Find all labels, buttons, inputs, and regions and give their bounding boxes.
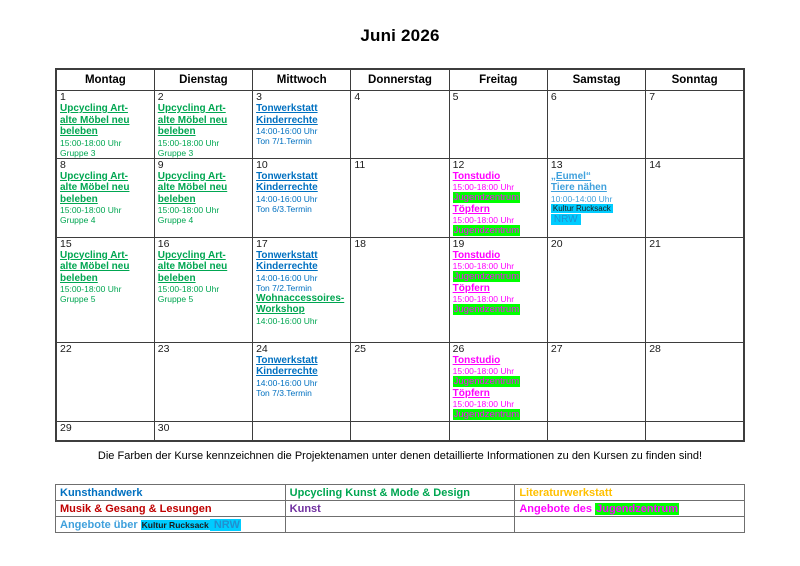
day-number: 22 xyxy=(60,342,72,355)
event-line-text: Jugendzentrum xyxy=(453,225,520,236)
event-line xyxy=(256,378,348,388)
day-number: 4 xyxy=(354,91,361,103)
event-line xyxy=(453,355,545,367)
event-line-text: Töpfern xyxy=(452,282,490,294)
event-line-text: beleben xyxy=(157,126,196,137)
event-line-text: Kultur Rucksack xyxy=(552,203,611,213)
day-number: 15 xyxy=(60,237,72,250)
event-line xyxy=(256,115,348,127)
legend-row xyxy=(56,485,745,501)
event-line xyxy=(256,304,348,316)
day-cell xyxy=(351,158,449,237)
day-number: 10 xyxy=(256,158,268,171)
event-upcycling xyxy=(60,103,152,158)
event-line xyxy=(453,409,545,421)
legend-text: Angebote des xyxy=(519,502,596,515)
event-line-text: Upcycling Art- xyxy=(60,170,128,182)
event-line-text: Töpfern xyxy=(452,387,490,399)
event-line xyxy=(60,194,152,206)
event-line xyxy=(551,171,643,183)
event-line xyxy=(453,388,545,400)
event-line-text: Upcycling Art- xyxy=(157,170,226,182)
event-tonstudio xyxy=(453,250,545,283)
legend-row xyxy=(56,501,745,517)
day-cell xyxy=(56,91,154,159)
event-line xyxy=(551,194,643,204)
event-line-text: Wohnaccessoires- xyxy=(256,292,345,304)
weekday-dienstag: Dienstag xyxy=(154,69,252,91)
event-line-text: Workshop xyxy=(256,304,305,315)
day-number: 18 xyxy=(354,237,367,250)
event-line-text: Upcycling Art- xyxy=(157,249,226,261)
event-tonwerkstatt xyxy=(256,355,348,398)
day-number: 26 xyxy=(452,342,465,355)
event-line-text: Gruppe 5 xyxy=(60,294,96,304)
event-line-text: Gruppe 3 xyxy=(60,147,96,158)
event-tonwerkstatt xyxy=(256,250,348,293)
day-number: 17 xyxy=(256,237,268,250)
event-line xyxy=(158,194,250,206)
event-line xyxy=(453,399,545,409)
day-number: 25 xyxy=(354,342,367,355)
event-line-text: Tonwerkstatt xyxy=(256,103,318,114)
event-line xyxy=(453,192,545,204)
event-line-text: Gruppe 4 xyxy=(157,215,194,225)
event-line xyxy=(551,182,643,194)
event-upcycling xyxy=(60,171,152,226)
weekday-samstag: Samstag xyxy=(547,69,645,91)
event-line-text: Tonwerkstatt xyxy=(256,354,318,366)
event-line xyxy=(60,261,152,273)
day-number: 2 xyxy=(157,91,164,103)
event-line-text: beleben xyxy=(157,272,196,284)
page-title: Juni 2026 xyxy=(360,26,440,45)
day-number: 30 xyxy=(157,421,170,434)
day-cell xyxy=(154,91,252,159)
event-line-text: 15:00-18:00 Uhr xyxy=(60,284,122,294)
event-toepfern xyxy=(453,388,545,421)
event-line xyxy=(60,103,152,115)
event-line xyxy=(60,215,152,225)
event-upcycling xyxy=(158,103,250,158)
event-line-text: Upcycling Art- xyxy=(157,103,226,114)
event-line xyxy=(158,182,250,194)
event-line xyxy=(60,294,152,304)
event-line xyxy=(158,261,250,273)
day-number: 11 xyxy=(354,158,366,171)
day-cell xyxy=(253,421,351,441)
event-line xyxy=(158,115,250,127)
event-line xyxy=(60,182,152,194)
event-line xyxy=(551,214,643,226)
event-toepfern xyxy=(453,283,545,316)
event-upcycling xyxy=(158,171,250,226)
legend-note: Die Farben der Kurse kennzeichnen die Projektenamen unter denen detaillierte Informationen zu den Kursen zu finden sind! xyxy=(97,450,703,462)
weekday-montag: Montag xyxy=(56,69,154,91)
calendar-week-row xyxy=(56,91,744,159)
legend-text: Angebote über xyxy=(60,518,141,531)
legend-cell xyxy=(285,517,515,533)
day-number: 24 xyxy=(256,342,268,355)
event-line-text: 15:00-18:00 Uhr xyxy=(452,366,515,376)
event-line xyxy=(256,194,348,204)
event-line xyxy=(158,138,250,148)
legend-cell xyxy=(515,517,745,533)
event-line-text: 15:00-18:00 Uhr xyxy=(452,182,515,192)
event-line-text: 14:00-16:00 Uhr xyxy=(256,377,318,388)
event-line-text: Kinderrechte xyxy=(256,366,318,377)
event-line-text: 15:00-18:00 Uhr xyxy=(157,205,220,215)
event-line-text: 10:00-14:00 Uhr xyxy=(550,193,613,204)
day-cell xyxy=(56,421,154,441)
event-line-text: Ton 6/3.Termin xyxy=(256,203,312,214)
event-line-text: Tonwerkstatt xyxy=(256,170,318,182)
day-number: 12 xyxy=(452,158,465,171)
event-tonwerkstatt xyxy=(256,171,348,214)
day-cell xyxy=(253,158,351,237)
legend-text: Kunst xyxy=(289,502,321,515)
day-number: 14 xyxy=(649,158,661,171)
event-line-text: Tonstudio xyxy=(452,249,501,261)
legend-cell xyxy=(56,501,286,517)
event-line xyxy=(256,250,348,262)
event-line xyxy=(453,271,545,283)
event-line-text: beleben xyxy=(60,126,98,137)
event-line xyxy=(256,204,348,214)
event-line-text: alte Möbel neu xyxy=(60,114,130,126)
event-line-text: 14:00-16:00 Uhr xyxy=(256,272,318,283)
event-line-text: Gruppe 4 xyxy=(60,215,96,225)
event-line-text: Tonstudio xyxy=(452,354,501,366)
event-line-text: Kinderrechte xyxy=(256,261,318,272)
event-line-text: alte Möbel neu xyxy=(157,261,228,272)
day-cell xyxy=(547,237,645,342)
event-line xyxy=(158,273,250,285)
weekday-header-row xyxy=(56,69,744,91)
calendar-week-row xyxy=(56,237,744,342)
event-line xyxy=(256,126,348,136)
event-line xyxy=(256,273,348,283)
event-line-text: 15:00-18:00 Uhr xyxy=(60,137,122,148)
calendar-week-row xyxy=(56,421,744,441)
event-line xyxy=(453,261,545,271)
legend-text: Jugendzentrum xyxy=(596,502,679,515)
event-tonwerkstatt xyxy=(256,103,348,146)
legend-cell xyxy=(515,485,745,501)
event-line-text: Ton 7/2.Termin xyxy=(256,282,312,293)
day-number: 9 xyxy=(157,158,164,171)
event-line xyxy=(158,215,250,225)
day-cell xyxy=(449,421,547,441)
weekday-sonntag: Sonntag xyxy=(646,69,744,91)
event-line-text: 15:00-18:00 Uhr xyxy=(60,205,122,215)
event-tonstudio xyxy=(453,171,545,204)
event-line xyxy=(158,250,250,262)
day-cell xyxy=(449,342,547,421)
day-number: 23 xyxy=(157,342,170,355)
day-cell xyxy=(351,342,449,421)
event-eumel-tiere-naehen xyxy=(551,171,643,227)
event-line-text: 15:00-18:00 Uhr xyxy=(452,215,515,225)
event-line-text: Gruppe 3 xyxy=(157,147,194,158)
day-cell xyxy=(646,91,744,159)
event-line xyxy=(60,126,152,138)
day-number: 16 xyxy=(157,237,170,250)
day-cell xyxy=(646,421,744,441)
event-line xyxy=(60,284,152,294)
day-cell xyxy=(547,342,645,421)
day-cell xyxy=(154,237,252,342)
event-line-text: Jugendzentrum xyxy=(453,376,520,387)
day-number: 5 xyxy=(452,91,459,103)
day-cell xyxy=(547,158,645,237)
event-line xyxy=(453,250,545,262)
day-cell xyxy=(253,342,351,421)
event-line xyxy=(256,103,348,115)
event-line xyxy=(60,171,152,183)
event-line-text: Kinderrechte xyxy=(256,114,318,126)
event-line-text: 15:00-18:00 Uhr xyxy=(452,399,515,409)
day-cell xyxy=(646,158,744,237)
event-line xyxy=(60,273,152,285)
day-cell xyxy=(547,421,645,441)
event-line xyxy=(158,284,250,294)
event-upcycling xyxy=(60,250,152,305)
day-cell xyxy=(547,91,645,159)
event-toepfern xyxy=(453,204,545,237)
event-line xyxy=(158,205,250,215)
legend-cell xyxy=(56,517,286,533)
event-line xyxy=(256,293,348,305)
event-line xyxy=(453,366,545,376)
event-line xyxy=(158,103,250,115)
event-line-text: 15:00-18:00 Uhr xyxy=(452,261,515,271)
event-line-text: Jugendzentrum xyxy=(453,192,520,203)
event-line xyxy=(453,204,545,216)
event-line-text: 15:00-18:00 Uhr xyxy=(157,284,220,294)
day-cell xyxy=(646,342,744,421)
event-line-text: Tiere nähen xyxy=(550,182,607,193)
legend-text: Kunsthandwerk xyxy=(60,486,143,499)
event-line xyxy=(60,205,152,215)
event-line xyxy=(453,376,545,388)
event-line-text: Ton 7/1.Termin xyxy=(256,136,312,146)
legend-text: Musik & Gesang & Lesungen xyxy=(60,502,212,515)
event-line xyxy=(60,148,152,158)
day-number: 7 xyxy=(649,91,656,103)
day-cell xyxy=(56,158,154,237)
legend-cell xyxy=(285,485,515,501)
day-number: 29 xyxy=(60,421,72,434)
event-line xyxy=(158,148,250,158)
event-line-text: alte Möbel neu xyxy=(60,261,130,272)
legend-table xyxy=(55,484,745,533)
day-cell xyxy=(56,342,154,421)
event-line xyxy=(453,283,545,295)
weekday-donnerstag: Donnerstag xyxy=(351,69,449,91)
event-line-text: NRW xyxy=(551,214,581,225)
event-line xyxy=(256,355,348,367)
event-line-text: 15:00-18:00 Uhr xyxy=(452,294,515,304)
event-line xyxy=(453,171,545,183)
day-number: 20 xyxy=(550,237,563,250)
day-number: 8 xyxy=(60,158,66,171)
event-line-text: Ton 7/3.Termin xyxy=(256,387,312,398)
day-cell xyxy=(154,158,252,237)
event-line-text: Töpfern xyxy=(452,203,490,215)
event-line xyxy=(256,366,348,378)
event-line xyxy=(158,171,250,183)
event-line xyxy=(256,171,348,183)
day-cell xyxy=(449,91,547,159)
event-line-text: beleben xyxy=(60,272,98,284)
day-number: 27 xyxy=(550,342,563,355)
event-line-text: Tonstudio xyxy=(452,170,501,182)
event-line xyxy=(453,225,545,237)
legend-text: Upcycling Kunst & Mode & Design xyxy=(289,486,470,499)
event-line-text: 14:00-16:00 Uhr xyxy=(256,126,318,136)
weekday-mittwoch: Mittwoch xyxy=(253,69,351,91)
event-tonstudio xyxy=(453,355,545,388)
event-line-text: beleben xyxy=(157,193,196,205)
event-line xyxy=(256,136,348,146)
day-cell xyxy=(646,237,744,342)
calendar-table xyxy=(55,68,745,442)
day-number: 28 xyxy=(649,342,661,355)
legend-text: Kultur Rucksack xyxy=(141,519,209,530)
event-line-text: beleben xyxy=(60,193,98,205)
event-line-text: alte Möbel neu xyxy=(60,182,130,193)
calendar-body xyxy=(56,91,744,441)
legend-cell xyxy=(515,501,745,517)
day-cell xyxy=(154,342,252,421)
event-line xyxy=(256,182,348,194)
event-line-text: alte Möbel neu xyxy=(157,114,228,126)
day-number: 3 xyxy=(256,91,262,103)
event-line xyxy=(158,294,250,304)
day-number: 1 xyxy=(60,91,66,103)
legend-text: Literaturwerkstatt xyxy=(519,486,613,499)
event-line xyxy=(453,294,545,304)
calendar-week-row xyxy=(56,342,744,421)
event-line xyxy=(158,126,250,138)
legend-row xyxy=(56,517,745,533)
event-line xyxy=(256,316,348,326)
event-line-text: Jugendzentrum xyxy=(453,271,520,282)
event-line-text: Upcycling Art- xyxy=(60,103,128,114)
legend-cell xyxy=(56,485,286,501)
day-cell xyxy=(351,237,449,342)
event-line-text: 14:00-16:00 Uhr xyxy=(256,193,318,204)
calendar-week-row xyxy=(56,158,744,237)
legend-cell xyxy=(285,501,515,517)
event-line-text: Kinderrechte xyxy=(256,182,318,193)
weekday-freitag: Freitag xyxy=(449,69,547,91)
day-cell xyxy=(56,237,154,342)
day-cell xyxy=(253,237,351,342)
event-line xyxy=(453,182,545,192)
day-number: 21 xyxy=(649,237,661,250)
event-line-text: Gruppe 5 xyxy=(157,294,194,304)
legend-text: NRW xyxy=(210,518,240,531)
event-upcycling xyxy=(158,250,250,305)
day-cell xyxy=(154,421,252,441)
event-line-text: Upcycling Art- xyxy=(60,249,128,261)
event-line-text: 14:00-16:00 Uhr xyxy=(256,315,318,326)
day-cell xyxy=(449,158,547,237)
day-cell xyxy=(449,237,547,342)
event-line-text: Tonwerkstatt xyxy=(256,249,318,261)
event-line-text: 15:00-18:00 Uhr xyxy=(157,137,220,148)
event-wohnaccessoires-workshop xyxy=(256,293,348,326)
day-cell xyxy=(351,421,449,441)
day-number: 13 xyxy=(550,158,563,171)
event-line xyxy=(60,250,152,262)
event-line xyxy=(60,138,152,148)
event-line xyxy=(551,204,643,215)
day-cell xyxy=(253,91,351,159)
event-line xyxy=(256,283,348,293)
day-number: 6 xyxy=(550,91,557,103)
day-number: 19 xyxy=(452,237,465,250)
day-cell xyxy=(351,91,449,159)
event-line-text: Jugendzentrum xyxy=(453,409,520,420)
event-line xyxy=(256,261,348,273)
event-line xyxy=(60,115,152,127)
event-line xyxy=(453,304,545,316)
event-line xyxy=(453,215,545,225)
event-line-text: Jugendzentrum xyxy=(453,304,520,315)
event-line xyxy=(256,388,348,398)
legend-body xyxy=(56,485,745,533)
event-line-text: alte Möbel neu xyxy=(157,182,228,193)
event-line-text: „Eumel“ xyxy=(550,170,591,182)
